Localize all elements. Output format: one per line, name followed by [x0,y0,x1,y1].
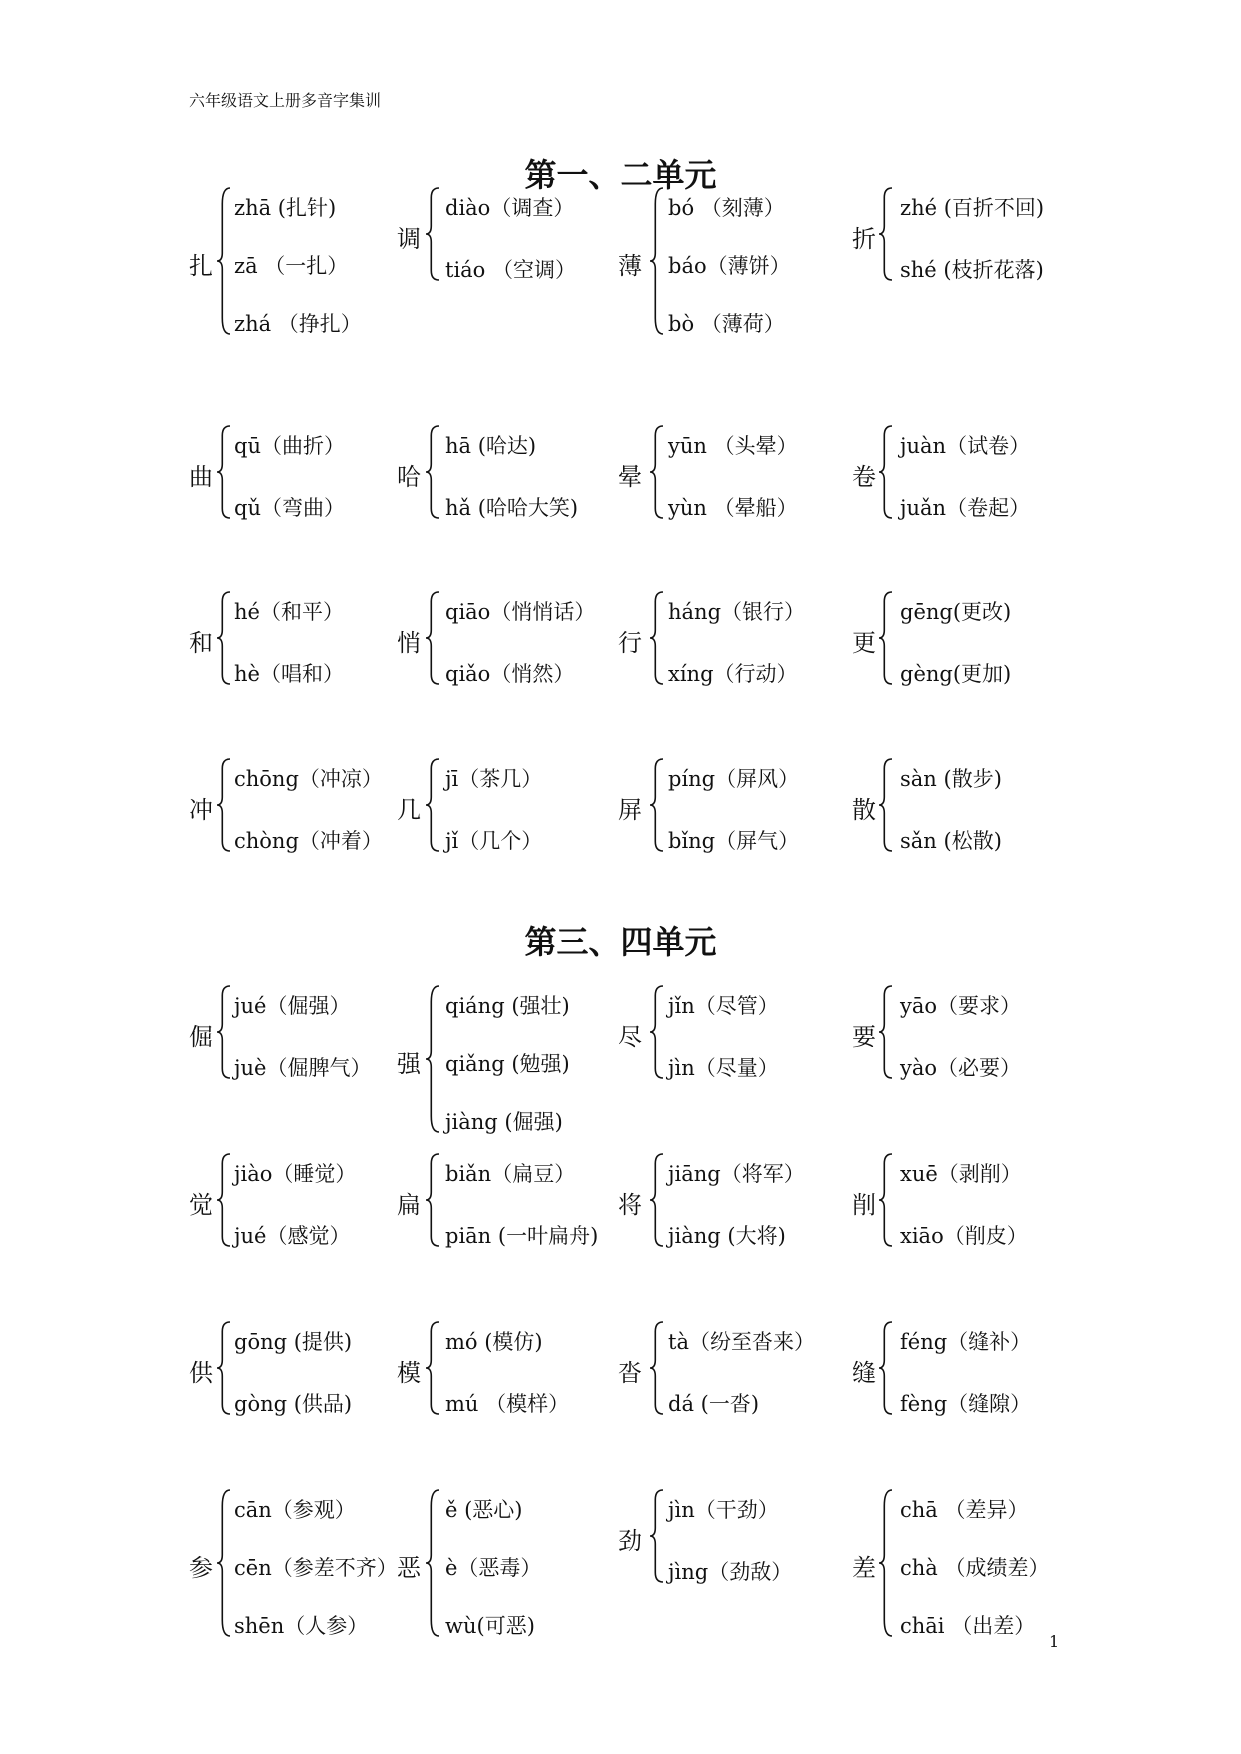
pronunciation-entry: piān (一叶扁舟) [445,1224,599,1248]
pronunciation-entry: bó （刻薄） [668,196,785,220]
pronunciation-entry: féng（缝补） [900,1330,1032,1354]
polyphonic-char: 尽 [618,1023,642,1051]
polyphonic-char: 和 [189,629,213,657]
pronunciation-entry: tiáo （空调） [445,258,576,282]
brace-icon [216,757,230,853]
pronunciation-entry: hǎ (哈哈大笑) [445,496,579,520]
pronunciation-entry: jiàng (大将) [668,1224,786,1248]
pronunciation-entry: chāi （出差） [900,1614,1036,1638]
pronunciation-entry: jǐn（尽管） [668,994,779,1018]
pronunciation-entry: jiāng（将军） [668,1162,805,1186]
pronunciation-entry: zhá （挣扎） [234,312,362,336]
polyphonic-char: 差 [852,1554,876,1582]
pronunciation-entry: chòng（冲着） [234,829,383,853]
pronunciation-entry: jué（感觉） [234,1224,351,1248]
polyphonic-char: 沓 [618,1359,642,1387]
pronunciation-entry: zhé (百折不回) [900,196,1045,220]
pronunciation-entry: qǔ（弯曲） [234,496,345,520]
pronunciation-entry: sàn (散步) [900,767,1002,791]
pronunciation-entry: jìn（尽量） [668,1056,779,1080]
brace-icon [216,1488,230,1638]
pronunciation-entry: jiào（睡觉） [234,1162,357,1186]
pronunciation-entry: qiǎng (勉强) [445,1052,570,1076]
brace-icon [649,1320,663,1416]
polyphonic-char: 悄 [397,629,421,657]
brace-icon [216,1152,230,1248]
pronunciation-entry: zhā (扎针) [234,196,337,220]
polyphonic-char: 哈 [397,463,421,491]
pronunciation-entry: xíng（行动） [668,662,798,686]
brace-icon [425,984,439,1134]
brace-icon [878,186,892,282]
brace-icon [216,1320,230,1416]
pronunciation-entry: sǎn (松散) [900,829,1002,853]
pronunciation-entry: chā （差异） [900,1498,1029,1522]
polyphonic-char: 劲 [618,1527,642,1555]
pronunciation-entry: báo（薄饼） [668,254,791,278]
brace-icon [425,1320,439,1416]
pronunciation-entry: shēn（人参） [234,1614,369,1638]
pronunciation-entry: yùn （晕船） [668,496,798,520]
polyphonic-char: 屏 [618,796,642,824]
pronunciation-entry: hè（唱和） [234,662,344,686]
pronunciation-entry: jué（倔强） [234,994,351,1018]
pronunciation-entry: jìn（干劲） [668,1498,779,1522]
brace-icon [878,984,892,1080]
polyphonic-char: 调 [397,225,421,253]
pronunciation-entry: tà（纷至沓来） [668,1330,815,1354]
polyphonic-char: 几 [397,796,421,824]
polyphonic-char: 晕 [618,463,642,491]
pronunciation-entry: dá (一沓) [668,1392,760,1416]
brace-icon [425,590,439,686]
polyphonic-char: 要 [852,1023,876,1051]
polyphonic-char: 倔 [189,1023,213,1051]
pronunciation-entry: mó (模仿) [445,1330,543,1354]
polyphonic-char: 强 [397,1050,421,1078]
pronunciation-entry: juǎn（卷起） [900,496,1031,520]
brace-icon [649,590,663,686]
brace-icon [878,1320,892,1416]
pronunciation-entry: biǎn（扁豆） [445,1162,576,1186]
pronunciation-entry: píng（屏风） [668,767,800,791]
pronunciation-entry: juè（倔脾气） [234,1056,372,1080]
polyphonic-char: 扎 [189,252,213,280]
brace-icon [649,1152,663,1248]
brace-icon [878,1152,892,1248]
pronunciation-entry: chà （成绩差） [900,1556,1050,1580]
brace-icon [425,757,439,853]
polyphonic-char: 冲 [189,796,213,824]
page-number: 1 [1049,1632,1060,1651]
polyphonic-char: 削 [852,1191,876,1219]
pronunciation-entry: xuē（剥削） [900,1162,1022,1186]
polyphonic-char: 扁 [397,1191,421,1219]
pronunciation-entry: bò （薄荷） [668,312,785,336]
polyphonic-char: 缝 [852,1359,876,1387]
brace-icon [649,186,663,336]
pronunciation-entry: gèng(更加) [900,662,1012,686]
brace-icon [216,424,230,520]
polyphonic-char: 将 [618,1191,642,1219]
brace-icon [425,186,439,282]
pronunciation-entry: juàn（试卷） [900,434,1031,458]
brace-icon [649,1488,663,1584]
brace-icon [425,424,439,520]
pronunciation-entry: jìng（劲敌） [668,1560,793,1584]
brace-icon [216,984,230,1080]
pronunciation-entry: mú （模样） [445,1392,570,1416]
pronunciation-entry: qiǎo（悄然） [445,662,575,686]
brace-icon [425,1152,439,1248]
brace-icon [878,590,892,686]
pronunciation-entry: qū（曲折） [234,434,345,458]
brace-icon [649,424,663,520]
pronunciation-entry: yāo（要求） [900,994,1022,1018]
brace-icon [878,1488,892,1638]
pronunciation-entry: jiàng (倔强) [445,1110,563,1134]
pronunciation-entry: háng（银行） [668,600,806,624]
pronunciation-entry: shé (枝折花落) [900,258,1044,282]
pronunciation-entry: è（恶毒） [445,1556,542,1580]
polyphonic-char: 曲 [189,463,213,491]
pronunciation-entry: gòng (供品) [234,1392,353,1416]
brace-icon [878,757,892,853]
pronunciation-entry: cān（参观） [234,1498,356,1522]
brace-icon [878,424,892,520]
pronunciation-entry: cēn（参差不齐） [234,1556,398,1580]
polyphonic-char: 折 [852,225,876,253]
pronunciation-entry: zā （一扎） [234,254,349,278]
polyphonic-char: 卷 [852,463,876,491]
brace-icon [649,757,663,853]
pronunciation-entry: fèng（缝隙） [900,1392,1032,1416]
pronunciation-entry: qiāo（悄悄话） [445,600,596,624]
page-header: 六年级语文上册多音字集训 [189,91,382,110]
pronunciation-entry: gōng (提供) [234,1330,353,1354]
pronunciation-entry: bǐng（屏气） [668,829,800,853]
polyphonic-char: 参 [189,1554,213,1582]
pronunciation-entry: xiāo（削皮） [900,1224,1028,1248]
pronunciation-entry: ě (恶心) [445,1498,523,1522]
polyphonic-char: 恶 [397,1554,421,1582]
pronunciation-entry: yūn （头晕） [668,434,798,458]
pronunciation-entry: wù(可恶) [445,1614,535,1638]
polyphonic-char: 更 [852,629,876,657]
section-title: 第一、二单元 [524,156,717,194]
brace-icon [649,984,663,1080]
pronunciation-entry: hé（和平） [234,600,344,624]
polyphonic-char: 供 [189,1359,213,1387]
polyphonic-char: 行 [618,629,642,657]
pronunciation-entry: diào（调查） [445,196,575,220]
brace-icon [216,590,230,686]
brace-icon [216,186,230,336]
pronunciation-entry: hā (哈达) [445,434,537,458]
polyphonic-char: 觉 [189,1191,213,1219]
pronunciation-entry: jī（茶几） [445,767,543,791]
brace-icon [425,1488,439,1638]
pronunciation-entry: jǐ（几个） [445,829,543,853]
pronunciation-entry: gēng(更改) [900,600,1012,624]
pronunciation-entry: chōng（冲凉） [234,767,383,791]
polyphonic-char: 模 [397,1359,421,1387]
polyphonic-char: 薄 [618,252,642,280]
pronunciation-entry: qiáng (强壮) [445,994,570,1018]
polyphonic-char: 散 [852,796,876,824]
section-title: 第三、四单元 [524,923,717,961]
pronunciation-entry: yào（必要） [900,1056,1022,1080]
